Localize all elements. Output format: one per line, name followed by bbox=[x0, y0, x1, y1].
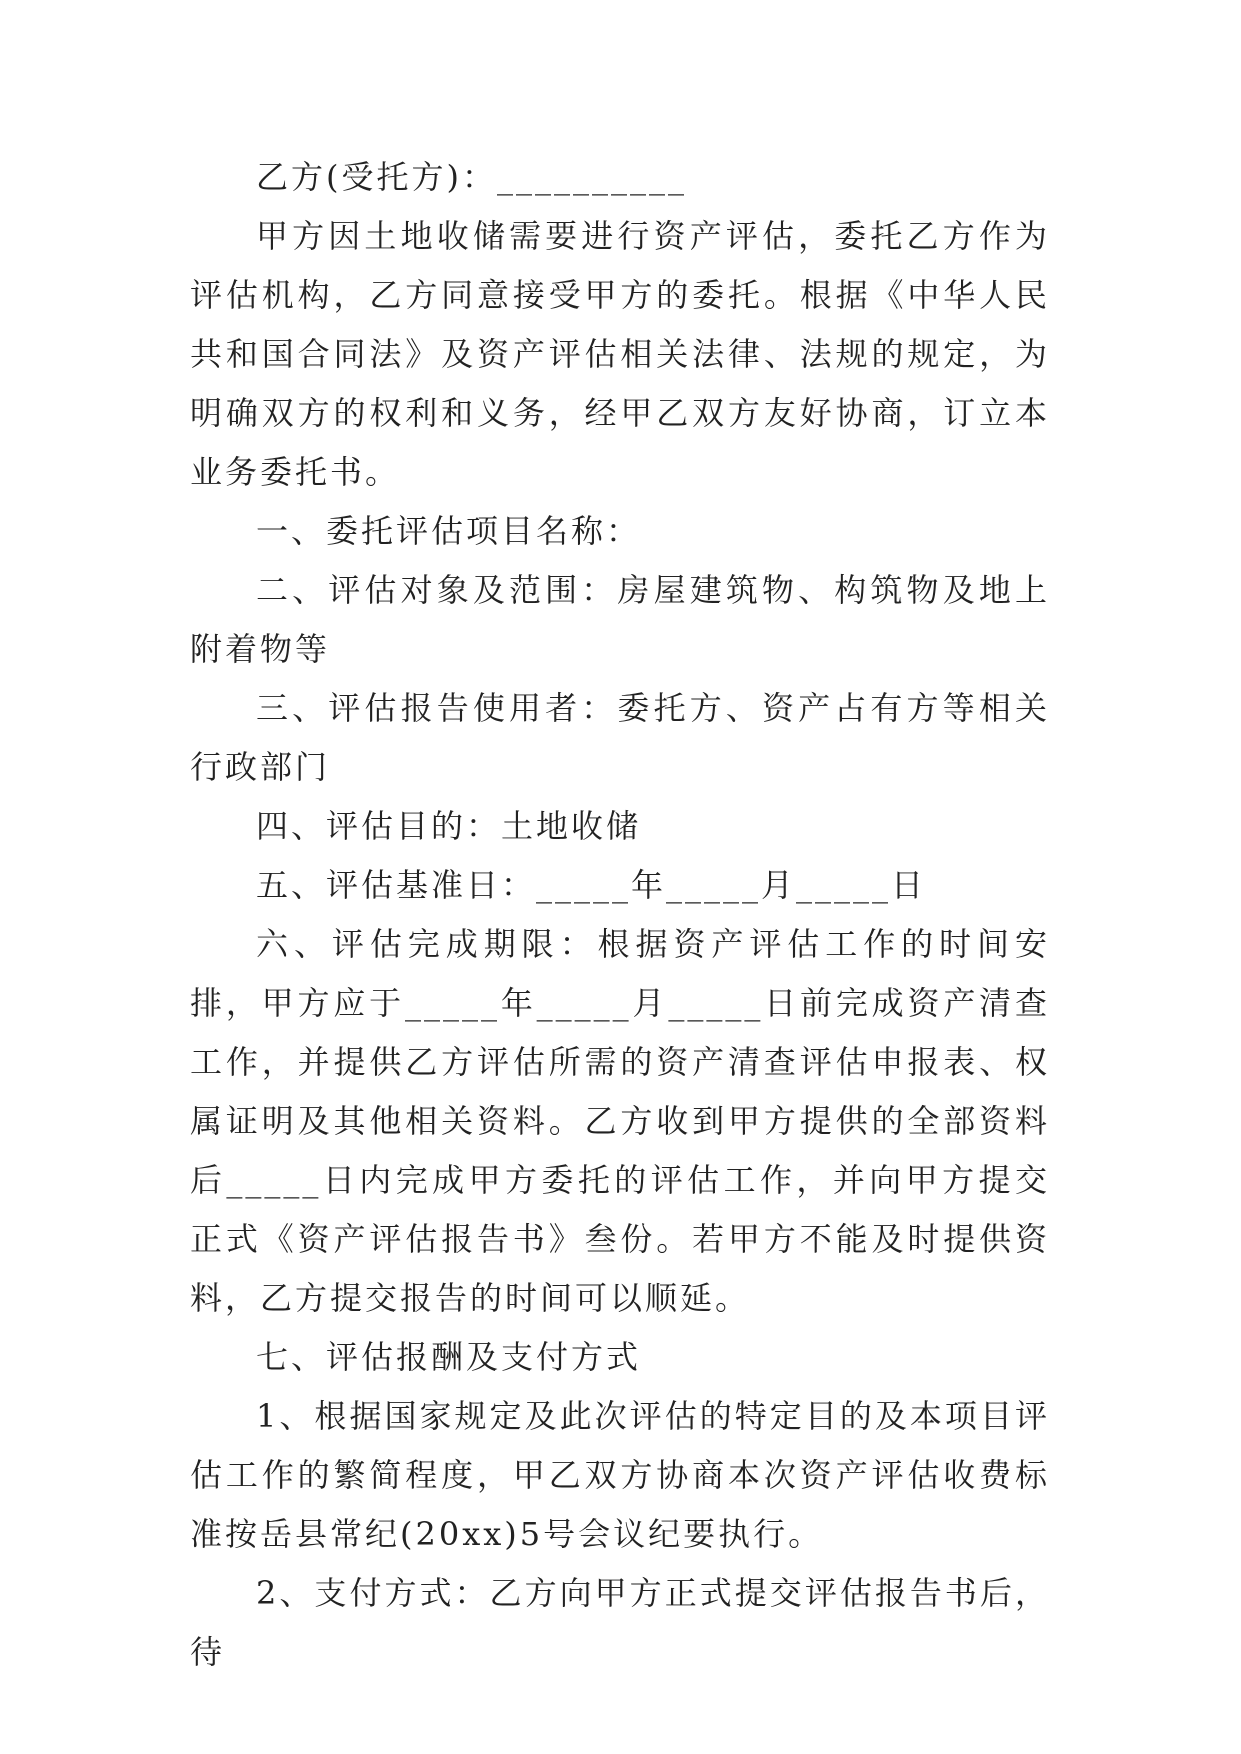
clause-6-deadline: 六、评估完成期限：根据资产评估工作的时间安排，甲方应于_____年_____月_____日前完成资产清查工作，并提供乙方评估所需的资产清查评估申报表、权属证明及其他相关资料。乙方收到甲方提供的全部资料后_____日内完成甲方委托的评估工作，并向甲方提交正式《资产评估报告书》叁份。若甲方不能及时提供资料，乙方提交报告的时间可以顺延。 bbox=[190, 925, 1050, 1317]
clause-7-item-2: 2、支付方式：乙方向甲方正式提交评估报告书后，待 bbox=[190, 1574, 1050, 1671]
preamble-paragraph: 甲方因土地收储需要进行资产评估，委托乙方作为评估机构，乙方同意接受甲方的委托。根据《中华人民共和国合同法》及资产评估相关法律、法规的规定，为明确双方的权利和义务，经甲乙双方友好协商，订立本业务委托书。 bbox=[190, 217, 1050, 491]
clause-2-scope: 二、评估对象及范围：房屋建筑物、构筑物及地上附着物等 bbox=[190, 571, 1050, 668]
clause-5-base-date: 五、评估基准日：_____年_____月_____日 bbox=[256, 866, 927, 904]
clause-3-report-users: 三、评估报告使用者：委托方、资产占有方等相关行政部门 bbox=[190, 689, 1050, 786]
clause-7-heading: 七、评估报酬及支付方式 bbox=[256, 1338, 642, 1376]
party-b-line: 乙方(受托方)：__________ bbox=[256, 158, 687, 196]
document-body bbox=[190, 148, 1050, 1682]
clause-4-purpose: 四、评估目的：土地收储 bbox=[256, 807, 642, 845]
clause-7-item-1: 1、根据国家规定及此次评估的特定目的及本项目评估工作的繁简程度，甲乙双方协商本次资产评估收费标准按岳县常纪(20xx)5号会议纪要执行。 bbox=[190, 1397, 1050, 1553]
clause-1-project-name: 一、委托评估项目名称： bbox=[256, 512, 642, 550]
